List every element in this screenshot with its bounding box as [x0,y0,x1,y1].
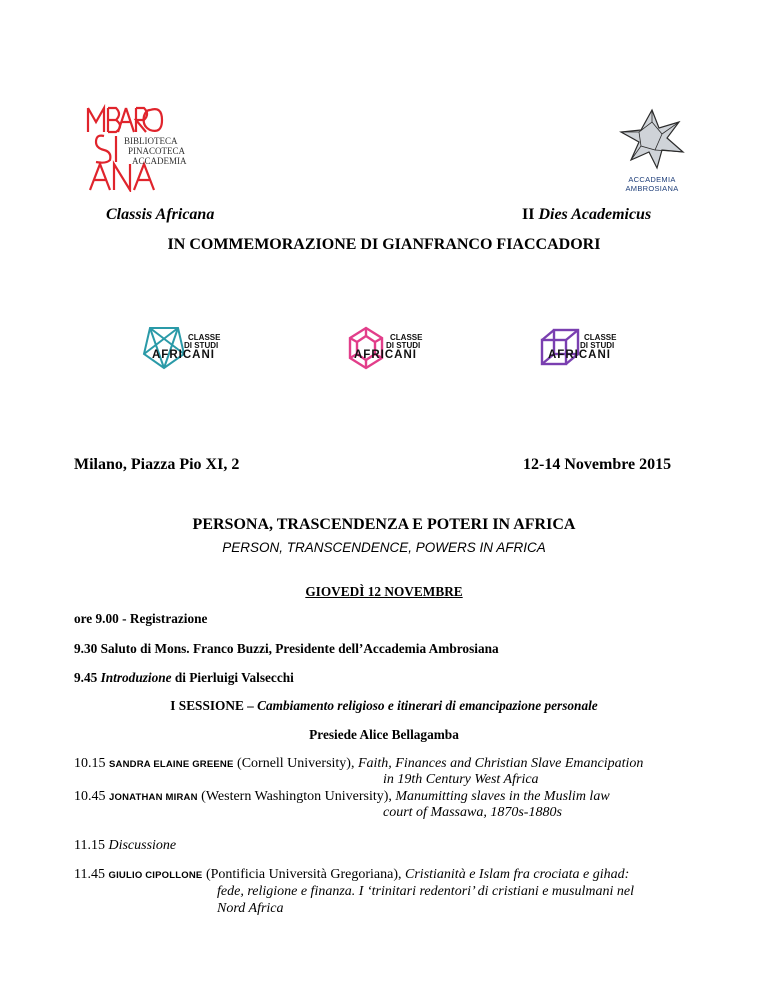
conference-title-it: PERSONA, TRASCENDENZA E POTERI IN AFRICA [192,516,576,533]
talk-1-title-line1: Faith, Finances and Christian Slave Emancipation [357,756,644,771]
dies-prefix: II [522,206,539,223]
discussion-time: 11.15 [74,838,109,853]
classe-1-l3: AFRICANI [152,349,215,361]
session-heading [0,698,768,714]
classe-logo-3 [538,324,634,382]
ambrosiana-line-3: ACCADEMIA [132,156,187,166]
classe-text-1 [152,333,221,362]
classe-2-l3: AFRICANI [354,349,417,361]
classe-2-l2: DI STUDI [386,341,421,350]
talk-2-speaker: JONATHAN MIRAN [109,792,198,803]
intro-time: 9.45 [74,670,101,685]
session-chair: Presiede Alice Bellagamba [309,727,459,742]
ambrosiana-lines [124,136,187,166]
session-prefix: I SESSIONE – [170,698,258,713]
classe-3-l1: CLASSE [584,333,617,342]
talk-3-title-line1: Cristianità e Islam fra crociata e gihad: [405,867,630,882]
talk-2-title-line1: Manumitting slaves in the Muslim law [395,789,610,804]
classe-1-l1: CLASSE [188,333,221,342]
accademia-line-2: AMBROSIANA [625,184,679,193]
talk-3-title-line2: fede, religione e finanza. I ‘trinitari redentori’ di cristiani e musulmani nel [217,884,634,899]
classe-logo-1 [142,324,238,382]
introduction [74,670,294,686]
talk-2 [74,789,610,805]
talk-3-affil: (Pontificia Università Gregoriana), [202,867,406,882]
registration: ore 9.00 - Registrazione [74,611,208,626]
discussion-label: Discussione [108,838,177,853]
commemoration: IN COMMEMORAZIONE DI GIANFRANCO FIACCADORI [167,236,601,253]
talk-1-speaker: SANDRA ELAINE GREENE [109,759,234,770]
talk-3 [74,867,629,883]
session-title: Cambiamento religioso e itinerari di emancipazione personale [257,698,598,713]
star-polyhedron-icon [617,108,687,170]
venue-dates: 12-14 Novembre 2015 [523,456,672,473]
discussion [74,838,176,854]
accademia-ambrosiana-logo [606,108,698,192]
venue-place: Milano, Piazza Pio XI, 2 [74,456,240,473]
ambrosiana-line-1: BIBLIOTECA [124,136,178,146]
classe-text-2 [354,333,423,362]
classe-text-3 [548,333,617,362]
talk-3-time: 11.45 [74,867,109,882]
talk-1-title-line2: in 19th Century West Africa [383,772,539,787]
intro-word: Introduzione [100,670,172,685]
classis-africana: Classis Africana [106,206,215,223]
talk-1-time: 10.15 [74,756,109,771]
biblioteca-ambrosiana-logo [84,102,204,192]
talk-1 [74,756,643,772]
conference-title-en: PERSON, TRANSCENDENCE, POWERS IN AFRICA [222,540,546,555]
talk-2-affil: (Western Washington University), [197,789,396,804]
dies-italic: Dies Academicus [538,206,652,223]
classe-logo-2 [344,324,440,382]
classe-1-l2: DI STUDI [184,341,219,350]
ambrosiana-line-2: PINACOTECA [128,146,186,156]
dies-academicus [522,206,651,224]
greeting: 9.30 Saluto di Mons. Franco Buzzi, Presidente dell’Accademia Ambrosiana [74,641,499,656]
accademia-line-1: ACCADEMIA [628,175,676,184]
talk-2-title-line2: court of Massawa, 1870s-1880s [383,805,562,820]
talk-3-speaker: GIULIO CIPOLLONE [108,870,203,881]
talk-3-title-line3: Nord Africa [217,901,284,916]
classe-2-l1: CLASSE [390,333,423,342]
day-heading: GIOVEDÌ 12 NOVEMBRE [305,584,463,599]
classe-3-l2: DI STUDI [580,341,615,350]
talk-2-time: 10.45 [74,789,109,804]
classe-3-l3: AFRICANI [548,349,611,361]
talk-1-affil: (Cornell University), [233,756,358,771]
intro-rest: di Pierluigi Valsecchi [171,670,294,685]
